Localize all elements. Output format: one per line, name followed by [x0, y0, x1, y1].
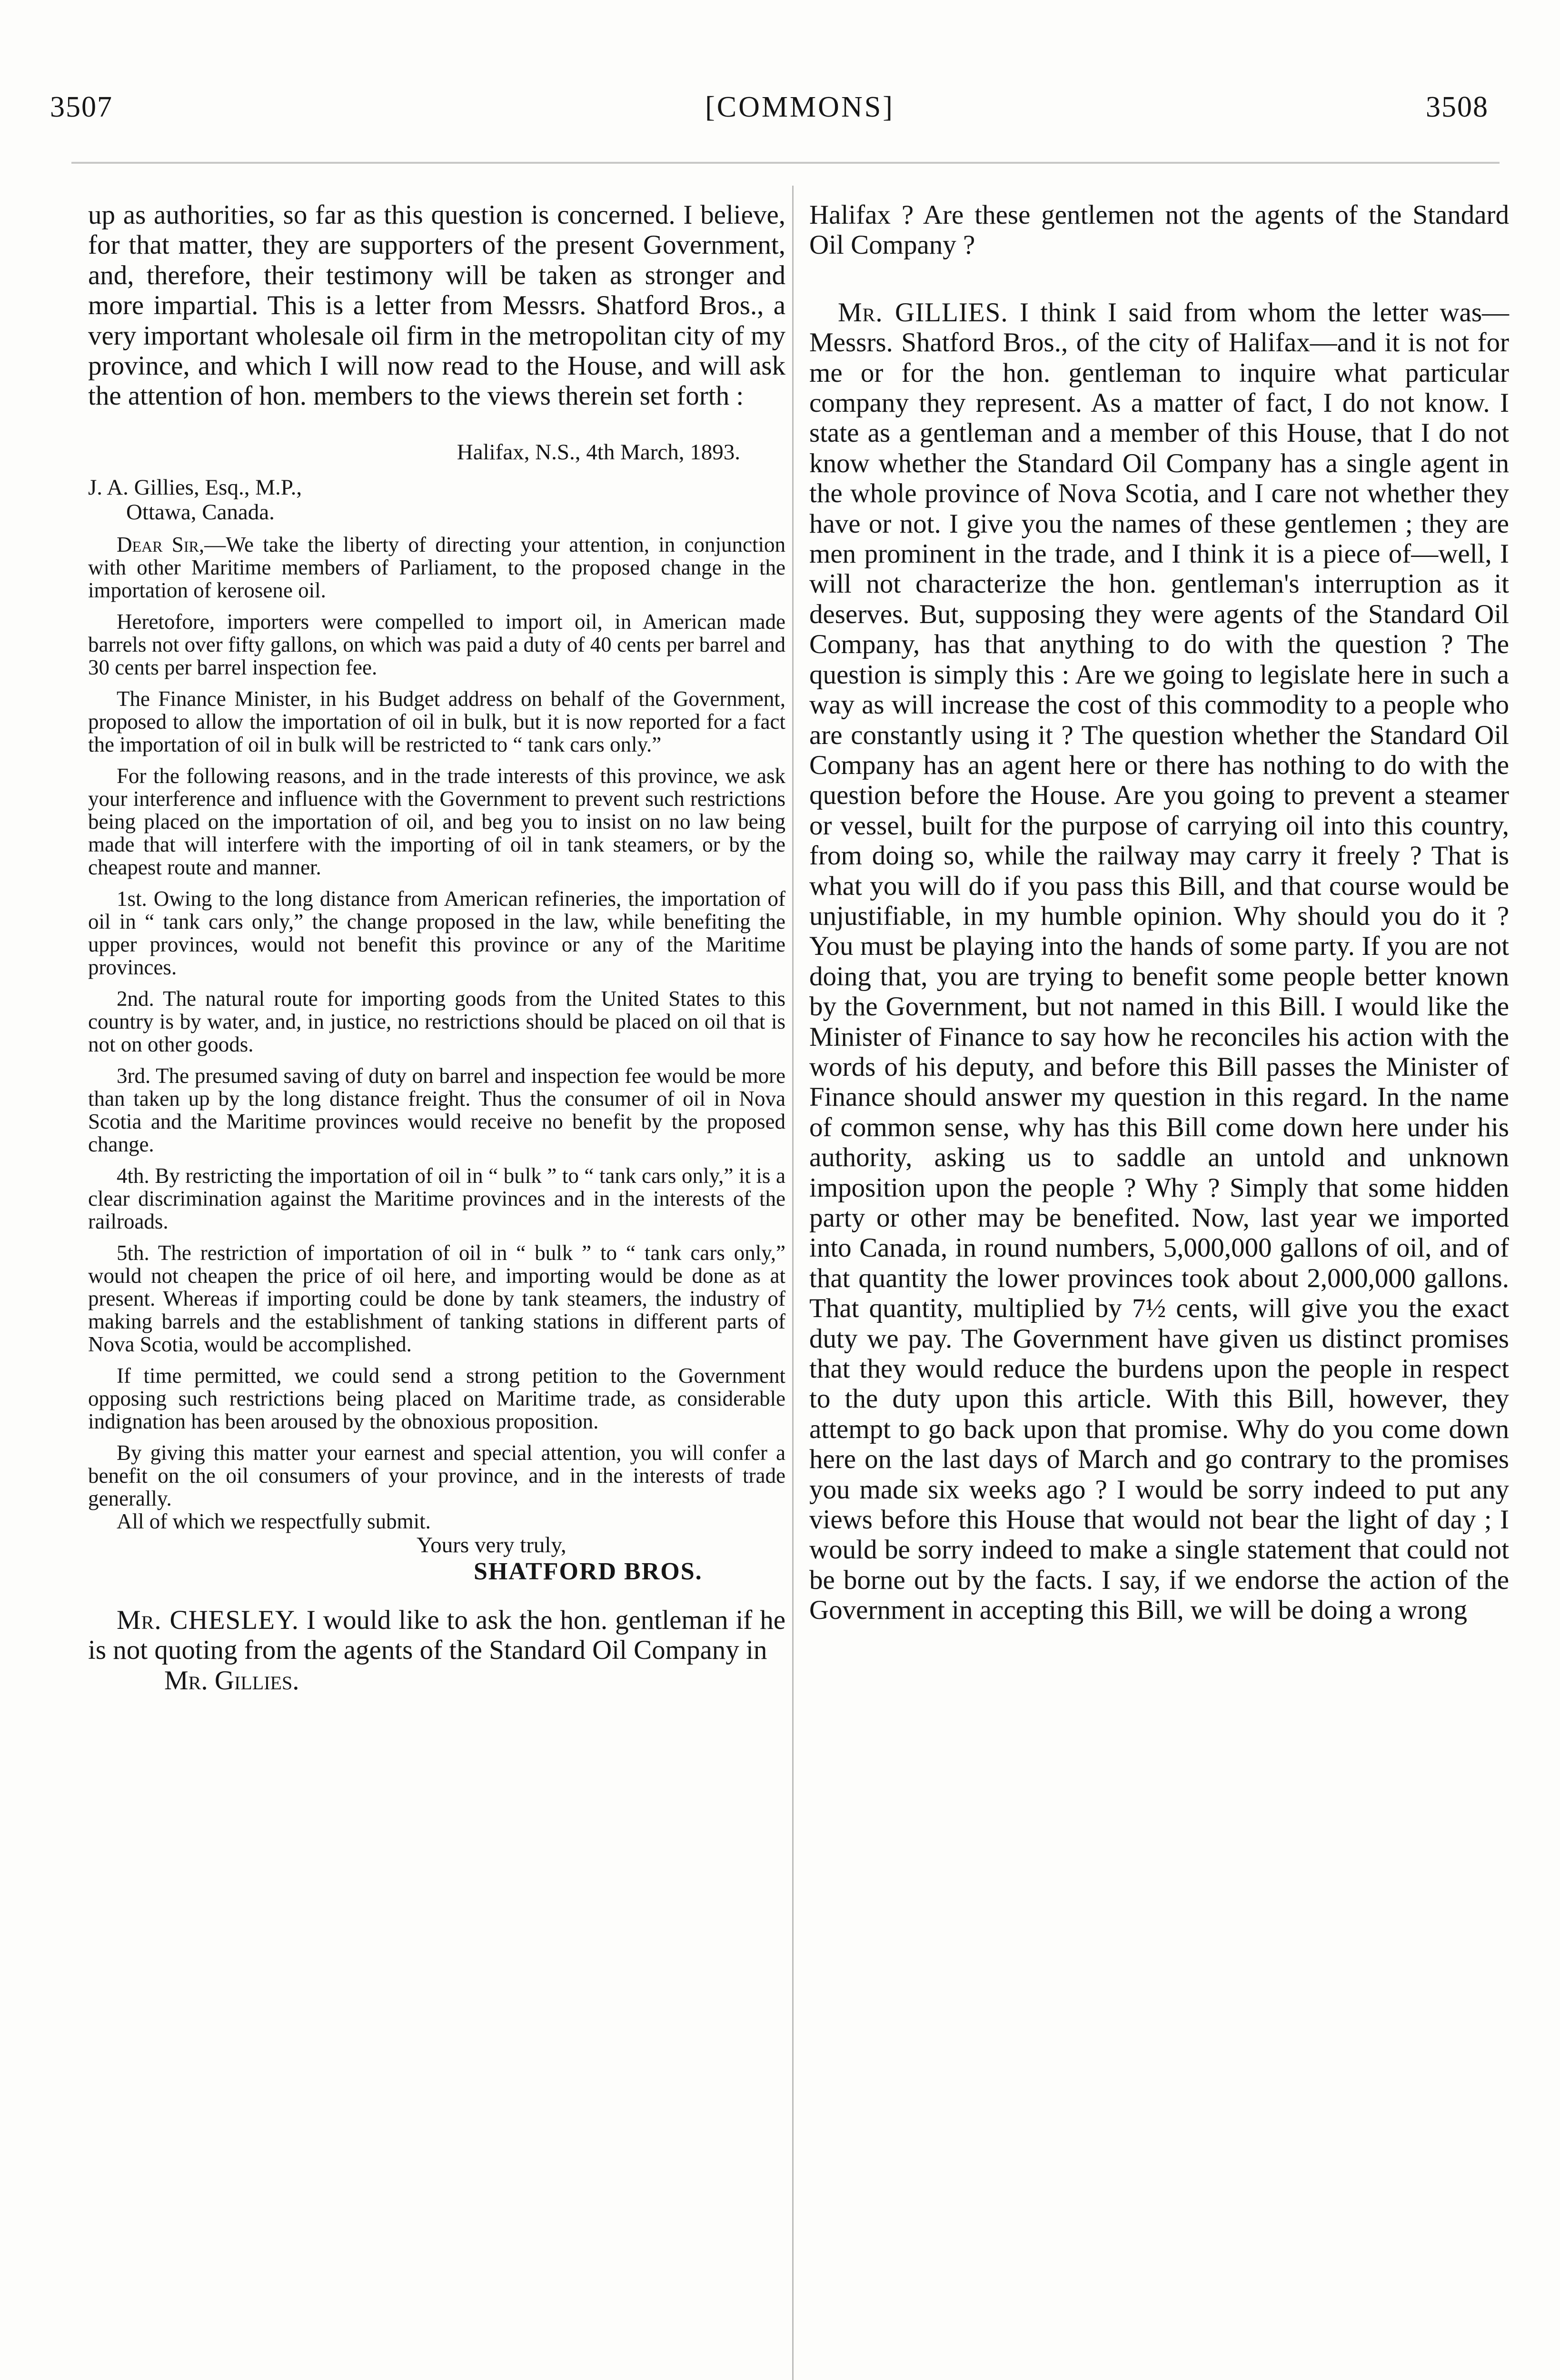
page-number-right: 3508	[1426, 91, 1489, 123]
speaker-gillies: Mr. GILLIES.	[838, 297, 1008, 327]
page-title: [COMMONS]	[705, 91, 894, 123]
letter-reason-4: 4th. By restricting the importation of oil in “ bulk ” to “ tank cars only,” it is a clear discrimination against the Maritime provinces and in the interests of the railroads.	[88, 1163, 785, 1233]
left-column	[88, 200, 785, 1696]
gillies-speech	[809, 298, 1509, 1626]
speaker-signoff: Mr. Gillies.	[164, 1665, 299, 1696]
quoted-letter	[88, 440, 785, 1586]
letter-reason-5: 5th. The restriction of importation of oil in “ bulk ” to “ tank cars only,” would not cheapen the price of oil here, and importing would be done as at present. Whereas if importing could be done by tank steamers, the industry of making barrels and the establishment of tanking stations in different parts of Nova Scotia, would be accomplished.	[88, 1240, 785, 1356]
intro-paragraph: up as authorities, so far as this question is concerned. I believe, for that matter, they are supporters of the present Government, and, therefore, their testimony will be taken as stronger and more impartial. This is a letter from Messrs. Shatford Bros., a very important wholesale oil firm in the metropolitan city of my province, and which I will now read to the House, and will ask the attention of hon. members to the views therein set forth :	[88, 200, 785, 411]
page-header	[0, 90, 1560, 143]
letter-reason-1: 1st. Owing to the long distance from American refineries, the importation of oil in “ tank cars only,” the change proposed in the law, while benefiting the upper provinces, would not benefit this province or any of the Maritime provinces.	[88, 886, 785, 979]
page-number-left: 3507	[50, 91, 113, 123]
letter-paragraph-5: If time permitted, we could send a strong petition to the Government opposing such restrictions being placed on Maritime trade, as considerable indignation has been aroused by the obnoxious proposition.	[88, 1363, 785, 1433]
letter-p1-text: We take the liberty of directing your attention, in conjunction with other Maritime members of Parliament, to the proposed change in the importation of kerosene oil.	[88, 532, 785, 602]
column-divider	[792, 186, 794, 2380]
letter-paragraph-1: Dear Sir,—We take the liberty of directing your attention, in conjunction with other Maritime members of Parliament, to the proposed change in the importation of kerosene oil.	[88, 532, 785, 602]
chesley-speech-text: I would like to ask the hon. gentleman if he is not quoting from the agents of the Standard Oil Company in	[88, 1605, 785, 1666]
letter-paragraph-4: For the following reasons, and in the trade interests of this province, we ask your interference and influence with the Government to prevent such restrictions being placed on the importation of oil, and beg you to insist on no law being made that will interfere with the importing of oil in tank steamers, or by the cheapest route and manner.	[88, 764, 785, 879]
addressee-place: Ottawa, Canada.	[126, 499, 275, 525]
letter-dateline: Halifax, N.S., 4th March, 1893.	[457, 439, 740, 465]
letter-paragraph-2: Heretofore, importers were compelled to import oil, in American made barrels not over fifty gallons, on which was paid a duty of 40 cents per barrel and 30 cents per barrel inspection fee.	[88, 609, 785, 679]
speaker-chesley: Mr. CHESLEY.	[117, 1605, 299, 1635]
letter-paragraph-3: The Finance Minister, in his Budget address on behalf of the Government, proposed to allow the importation of oil in bulk, but it is now reported for a fact the importation of oil in bulk will be restricted to “ tank cars only.”	[88, 686, 785, 756]
letter-addressee	[88, 475, 785, 525]
gillies-speech-text: I think I said from whom the letter was—Messrs. Shatford Bros., of the city of Halifax—and it is not for me or for the hon. gentleman to inquire what particular company they represent. As a matter of fact, I do not know. I state as a gentleman and a member of this House, that I do not know whether the Standard Oil Company has a single agent in the whole province of Nova Scotia, and I care not whether they have or not. I give you the names of these gentlemen ; they are men prominent in the trade, and I think it is a piece of—well, I will not characterize the hon. gentleman's interruption as it deserves. But, supposing they were agents of the Standard Oil Company, has that anything to do with the question ? The question is simply this : Are we going to legislate here in such a way as will increase the cost of this commodity to a people who are constantly using it ? The question whether the Standard Oil Company has an agent here or there has nothing to do with the question before the House. Are you going to prevent a steamer or vessel, built for the purpose of carrying oil into this country, from doing so, while the railway may carry it freely ? That is what you will do if you pass this Bill, and that course would be unjustifiable, in my humble opinion. Why should you do it ? You must be playing into the hands of some party. If you are not doing that, you are trying to benefit some people better known by the Government, but not named in this Bill. I would like the Minister of Finance to say how he reconciles his action with the words of his deputy, and before this Bill passes the Minister of Finance should answer my question in this regard. In the name of common sense, why has this Bill come down here under his authority, asking us to saddle an untold and unknown imposition upon the people ? Why ? Simply that some hidden party or other may be benefited. Now, last year we imported into Canada, in round numbers, 5,000,000 gallons of oil, and of that quantity the lower provinces took about 2,000,000 gallons. That quantity, multiplied by 7½ cents, will give you the exact duty we pay. The Government have given us distinct promises that they would reduce the burdens upon the people in respect to the duty upon this article. With this Bill, however, they attempt to go back upon that promise. Why do you come down here on the last days of March and go contrary to the promises you made six weeks ago ? I would be sorry indeed to put any views before this House that would not bear the light of day ; I would be sorry indeed to make a single statement that could not be borne out by the facts. I say, if we endorse the action of the Government in accepting this Bill, we will be doing a wrong	[809, 297, 1509, 1626]
addressee-name: J. A. Gillies, Esq., M.P.,	[88, 475, 302, 500]
letter-reason-2: 2nd. The natural route for importing goods from the United States to this country is by water, and, in justice, no restrictions should be placed on oil that is not on other goods.	[88, 986, 785, 1056]
chesley-speech	[88, 1605, 785, 1666]
continued-paragraph: Halifax ? Are these gentlemen not the agents of the Standard Oil Company ?	[809, 200, 1509, 260]
letter-paragraph-6: By giving this matter your earnest and special attention, you will confer a benefit on the oil consumers of your province, and in the interests of trade generally.	[88, 1440, 785, 1510]
right-column	[809, 200, 1509, 1626]
header-rule	[71, 162, 1500, 164]
letter-signature: SHATFORD BROS.	[474, 1557, 703, 1585]
letter-reason-3: 3rd. The presumed saving of duty on barrel and inspection fee would be more than taken up by the long distance freight. Thus the consumer of oil in Nova Scotia and the Maritime provinces would receive no benefit by the proposed change.	[88, 1063, 785, 1156]
letter-salutation: Dear Sir,	[117, 532, 205, 556]
letter-paragraph-7: All of which we respectfully submit.	[117, 1509, 431, 1533]
letter-closing: Yours very truly,	[417, 1532, 566, 1557]
